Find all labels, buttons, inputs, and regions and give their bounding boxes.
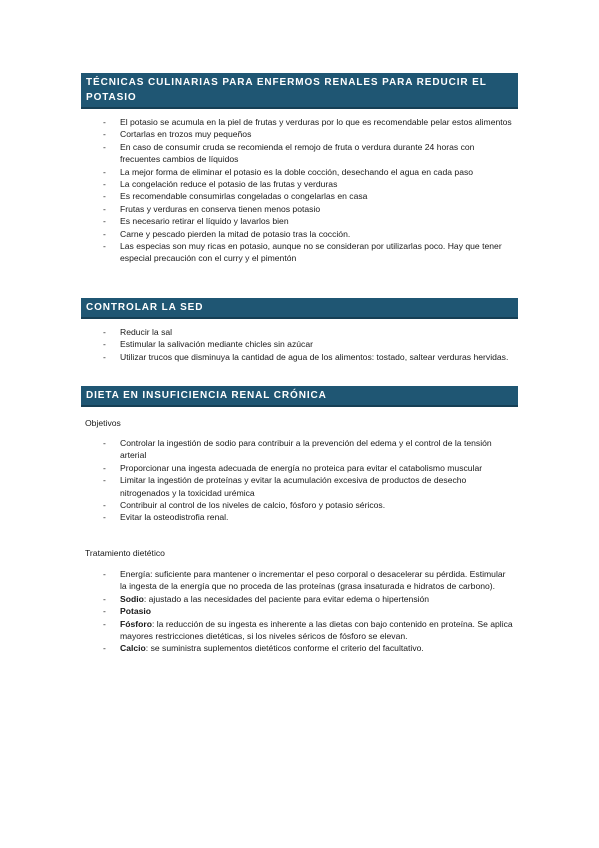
list-item: - Carne y pescado pierden la mitad de potasio tras la cocción. bbox=[103, 228, 351, 239]
list-item: - La congelación reduce el potasio de las frutas y verduras bbox=[103, 179, 338, 190]
list-item: - Es necesario retirar el líquido y lavarlos bien bbox=[103, 216, 289, 227]
list-tecnicas-culinarias bbox=[103, 116, 513, 265]
bullet-dash: - bbox=[103, 241, 106, 252]
bullet-dash: - bbox=[103, 191, 106, 202]
list-item: - Proporcionar una ingesta adecuada de energía no proteica para evitar el catabolismo muscular bbox=[103, 462, 483, 473]
bullet-dash: - bbox=[103, 606, 106, 617]
section-heading-potasio: TÉCNICAS CULINARIAS PARA ENFERMOS RENALES PARA REDUCIR EL POTASIO bbox=[81, 73, 518, 109]
bullet-dash: - bbox=[103, 228, 106, 239]
bullet-dash: - bbox=[103, 117, 106, 127]
bullet-dash: - bbox=[103, 643, 106, 654]
list-item: - Controlar la ingestión de sodio para contribuir a la prevención del edema y el control de la tensión arterial bbox=[103, 438, 492, 461]
list-item: - Reducir la sal bbox=[103, 327, 173, 337]
list-item: - Cortarlas en trozos muy pequeños bbox=[103, 129, 252, 140]
bullet-dash: - bbox=[103, 569, 106, 579]
section-heading-sed: CONTROLAR LA SED bbox=[81, 298, 518, 319]
section-heading-dieta: DIETA EN INSUFICIENCIA RENAL CRÓNICA bbox=[81, 386, 518, 407]
bullet-dash: - bbox=[103, 203, 106, 214]
list-item: - Es recomendable consumirlas congeladas o congelarlas en casa bbox=[103, 191, 368, 202]
list-item: - El potasio se acumula en la piel de frutas y verduras por lo que es recomendable pelar estos alimentos bbox=[103, 117, 512, 127]
list-tratamiento bbox=[103, 568, 513, 655]
list-item: - Calcio: se suministra suplementos dietéticos conforme el criterio del facultativo. bbox=[103, 643, 424, 654]
list-item: - Contribuir al control de los niveles de calcio, fósforo y potasio séricos. bbox=[103, 500, 386, 511]
list-objetivos bbox=[103, 437, 513, 524]
list-item: - La mejor forma de eliminar el potasio es la doble cocción, desechando el agua en cada paso bbox=[103, 166, 474, 177]
list-item: - Sodio: ajustado a las necesidades del paciente para evitar edema o hipertensión bbox=[103, 593, 430, 604]
list-item: - Energía: suficiente para mantener o incrementar el peso corporal o desacelerar su pérdida. Estimular la ingesta de la energía que no proceda de las proteínas (grasa insaturada e hidratos de carbono). bbox=[103, 569, 506, 592]
bullet-dash: - bbox=[103, 166, 106, 177]
bullet-dash: - bbox=[103, 462, 106, 473]
list-item: - Evitar la osteodistrofia renal. bbox=[103, 512, 229, 523]
bullet-dash: - bbox=[103, 475, 106, 486]
bullet-dash: - bbox=[103, 500, 106, 511]
bullet-dash: - bbox=[103, 339, 106, 350]
bullet-dash: - bbox=[103, 438, 106, 448]
bullet-dash: - bbox=[103, 351, 106, 362]
bullet-dash: - bbox=[103, 512, 106, 523]
bullet-dash: - bbox=[103, 129, 106, 140]
bullet-dash: - bbox=[103, 618, 106, 629]
subheading-tratamiento: Tratamiento dietético bbox=[85, 548, 165, 558]
list-controlar-sed bbox=[103, 326, 513, 363]
bullet-dash: - bbox=[103, 216, 106, 227]
bullet-dash: - bbox=[103, 593, 106, 604]
list-item: - Potasio bbox=[103, 606, 152, 617]
list-item: - Fósforo: la reducción de su ingesta es inherente a las dietas con bajo contenido en proteína. Se aplica mayores restricciones dietéticas, si los niveles séricos de fósforo se elevan. bbox=[103, 618, 513, 642]
bullet-dash: - bbox=[103, 141, 106, 152]
bullet-dash: - bbox=[103, 179, 106, 190]
subheading-objetivos: Objetivos bbox=[85, 418, 121, 428]
list-item: - Estimular la salivación mediante chicles sin azúcar bbox=[103, 339, 313, 350]
list-item: - Limitar la ingestión de proteínas y evitar la acumulación excesiva de productos de desecho nitrogenados y la toxicidad urémica bbox=[103, 475, 467, 498]
list-item: - En caso de consumir cruda se recomienda el remojo de fruta o verdura durante 24 horas con frecuentes cambios de líquidos bbox=[103, 141, 475, 165]
list-item: - Las especias son muy ricas en potasio, aunque no se consideran por utilizarlas poco. Hay que tener especial precaución con el curry y el pimentón bbox=[103, 241, 502, 264]
list-item: - Frutas y verduras en conserva tienen menos potasio bbox=[103, 203, 321, 214]
list-item: - Utilizar trucos que disminuya la cantidad de agua de los alimentos: tostado, saltear verduras hervidas. bbox=[103, 351, 509, 362]
bullet-dash: - bbox=[103, 327, 106, 337]
